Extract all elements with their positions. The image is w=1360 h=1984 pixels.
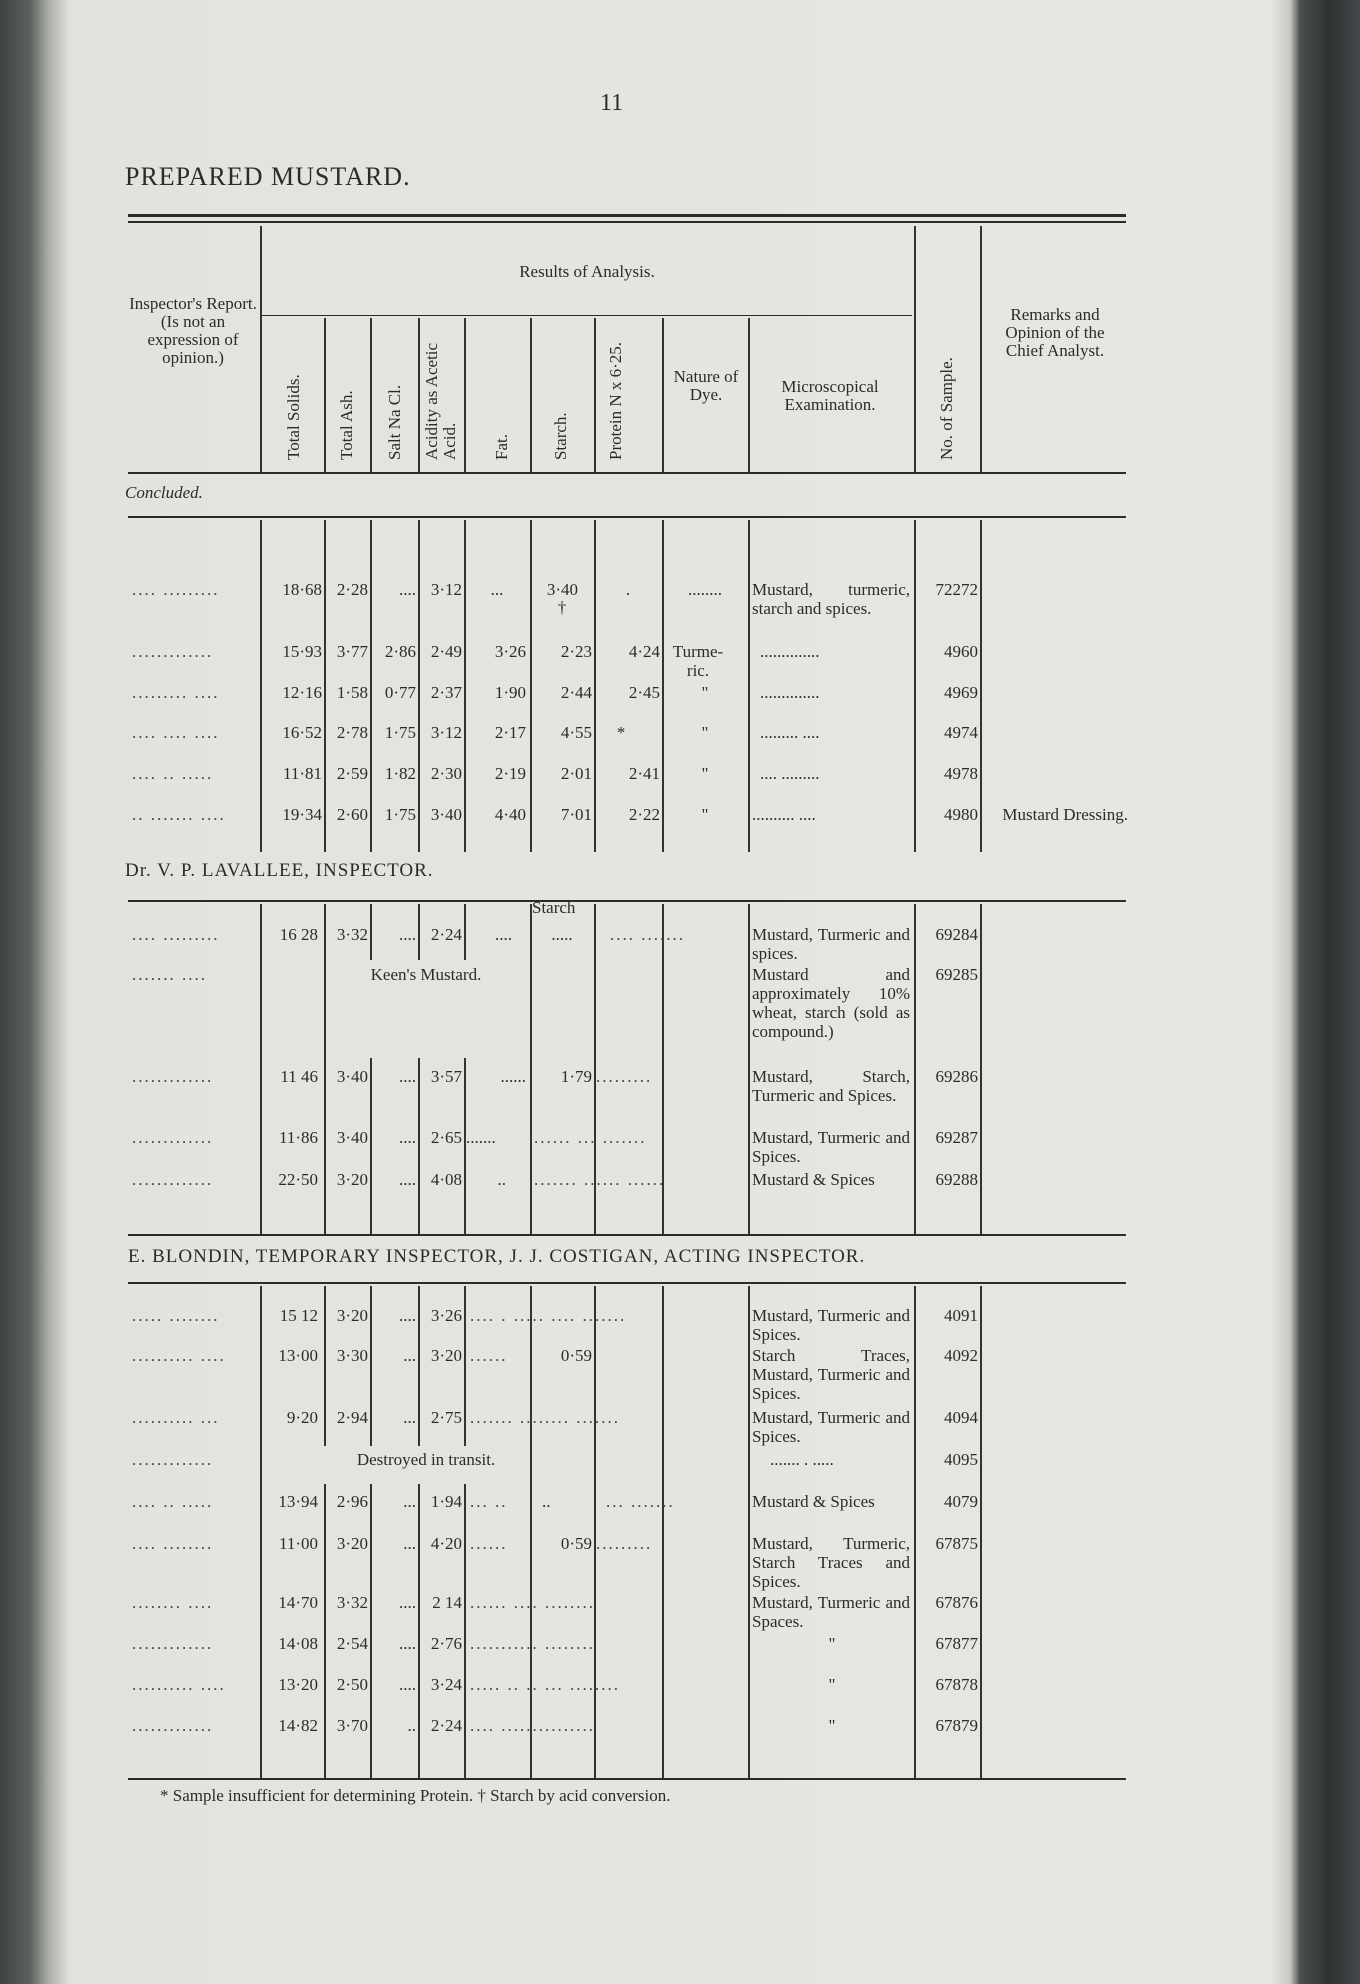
nature-of-dye: " [701, 805, 709, 824]
col-divider [464, 318, 466, 472]
protein: * [616, 723, 626, 742]
sample-number: 69288 [935, 1170, 978, 1189]
sample-number: 67875 [935, 1534, 978, 1553]
span-text: Destroyed in transit. [356, 1450, 496, 1469]
sample-number: 69284 [935, 925, 978, 944]
protein: 2·22 [628, 805, 660, 824]
protein: . [625, 580, 631, 599]
section2-title: Dr. V. P. LAVALLEE, INSPECTOR. [125, 860, 434, 881]
starch: .. [542, 1492, 551, 1511]
total-ash: 2·78 [336, 723, 368, 742]
section3-rule [128, 1282, 1126, 1284]
total-ash: 2·28 [336, 580, 368, 599]
total-ash: 2·60 [336, 805, 368, 824]
sample-number: 4092 [944, 1346, 978, 1365]
col-divider [260, 226, 262, 472]
total-ash: 3·30 [336, 1346, 368, 1365]
total-ash: 3·77 [336, 642, 368, 661]
total-solids: 11·81 [282, 764, 322, 783]
sample-number: 67877 [935, 1634, 978, 1653]
acidity: 2·49 [430, 642, 462, 661]
col-divider [370, 318, 372, 472]
header-inspector-report: Inspector's Report. (Is not an expression of opinion.) [129, 294, 257, 367]
total-solids: 9·20 [286, 1408, 318, 1427]
salt: .... [399, 1593, 416, 1612]
footnote: * Sample insufficient for determining Protein. † Starch by acid conversion. [160, 1786, 671, 1805]
header-total-solids: Total Solids. [284, 374, 303, 460]
header-results-of-analysis: Results of Analysis. [519, 262, 655, 281]
total-ash: 3·20 [336, 1534, 368, 1553]
total-solids: 13·00 [278, 1346, 318, 1365]
acidity: 2·76 [430, 1634, 462, 1653]
starch: 2·01 [560, 764, 592, 783]
total-solids: 19·34 [282, 805, 322, 824]
col-divider [594, 1286, 596, 1778]
salt: 1·82 [384, 764, 416, 783]
nature-of-dye: " [701, 764, 709, 783]
sample-number: 4091 [944, 1306, 978, 1325]
fat: ...... [500, 1067, 526, 1086]
acidity: 3·20 [430, 1346, 462, 1365]
remarks: Mustard Dressing. [1002, 805, 1128, 824]
microscopical-examination: Mustard, Turmeric and Spices. [752, 1408, 910, 1446]
section3-top-rule [128, 1234, 1126, 1236]
total-solids: 14·70 [278, 1593, 318, 1612]
top-rule-thin [128, 221, 1126, 223]
page-number: 11 [600, 90, 624, 116]
microscopical-examination: Mustard, Starch, Turmeric and Spices. [752, 1067, 910, 1105]
starch: 0·59 [560, 1346, 592, 1365]
salt: 2·86 [384, 642, 416, 661]
col-divider [464, 1286, 466, 1446]
salt: 1·75 [384, 805, 416, 824]
acidity: 2·24 [430, 1716, 462, 1735]
sample-number: 72272 [935, 580, 978, 599]
microscopical-examination: Starch Traces, Mustard, Turmeric and Spices. [752, 1346, 910, 1403]
salt: .... [399, 1306, 416, 1325]
salt: ... [403, 1534, 416, 1553]
header-total-ash: Total Ash. [337, 390, 356, 460]
salt: 0·77 [384, 683, 416, 702]
page-title: PREPARED MUSTARD. [125, 162, 411, 191]
total-ash: 3·20 [336, 1170, 368, 1189]
salt: .... [399, 1634, 416, 1653]
total-ash: 2·94 [336, 1408, 368, 1427]
sample-number: 67879 [935, 1716, 978, 1735]
microscopical-examination: .............. [760, 642, 820, 661]
col-divider [662, 1286, 664, 1778]
salt: .... [399, 1170, 416, 1189]
sample-number: 4960 [944, 642, 978, 661]
microscopical-examination: Mustard, Turmeric and Spices. [752, 1128, 910, 1166]
header-no-of-sample: No. of Sample. [937, 357, 956, 460]
salt: ... [403, 1492, 416, 1511]
nature-of-dye: ........ [688, 580, 722, 599]
sample-number: 4978 [944, 764, 978, 783]
starch-note: † [557, 598, 567, 617]
col-divider [594, 318, 596, 472]
total-solids: 11·86 [278, 1128, 318, 1147]
acidity: 3·12 [430, 580, 462, 599]
sample-number: 69285 [935, 965, 978, 984]
total-ash: 3·20 [336, 1306, 368, 1325]
fat: 3·26 [494, 642, 526, 661]
col-divider [748, 520, 750, 852]
starch: 1·79 [560, 1067, 592, 1086]
total-solids: 16 28 [279, 925, 318, 944]
total-ash: 3·32 [336, 1593, 368, 1612]
total-solids: 13·20 [278, 1675, 318, 1694]
starch: 4·55 [560, 723, 592, 742]
salt: .... [399, 1128, 416, 1147]
header-microscopical: Microscopical Examination. [781, 377, 879, 414]
header-nature-of-dye: Nature of Dye. [673, 367, 739, 404]
salt: ... [403, 1408, 416, 1427]
salt: .... [399, 580, 416, 599]
microscopical-examination: .......... .... [752, 805, 816, 824]
acidity: 1·94 [430, 1492, 462, 1511]
acidity: 3·40 [430, 805, 462, 824]
acidity: 3·12 [430, 723, 462, 742]
starch: 3·40 [546, 580, 578, 599]
total-ash: 1·58 [336, 683, 368, 702]
total-solids: 15 12 [279, 1306, 318, 1325]
total-ash: 3·32 [336, 925, 368, 944]
total-ash: 2·96 [336, 1492, 368, 1511]
header-starch: Starch. [551, 412, 570, 460]
starch: 2·44 [560, 683, 592, 702]
sample-number: 69286 [935, 1067, 978, 1086]
acidity: 2·30 [430, 764, 462, 783]
total-solids: 13·94 [278, 1492, 318, 1511]
acidity: 2·75 [430, 1408, 462, 1427]
microscopical-examination: Mustard, Turmeric and Spices. [752, 1306, 910, 1344]
header-protein: Protein N x 6·25. [606, 341, 625, 460]
salt: 1·75 [384, 723, 416, 742]
total-ash: 2·59 [336, 764, 368, 783]
col-divider [748, 318, 750, 472]
microscopical-examination: " [828, 1716, 836, 1735]
col-divider [662, 318, 664, 472]
protein: 2·45 [628, 683, 660, 702]
span-text: Keen's Mustard. [370, 965, 482, 984]
sample-number: 4079 [944, 1492, 978, 1511]
header-fat: Fat. [492, 434, 511, 460]
sample-number: 4969 [944, 683, 978, 702]
acidity: 3·24 [430, 1675, 462, 1694]
microscopical-examination: Mustard & Spices [752, 1492, 875, 1511]
total-solids: 14·82 [278, 1716, 318, 1735]
col-divider [530, 318, 532, 472]
microscopical-examination: Mustard, Turmeric, Starch Traces and Spices. [752, 1534, 910, 1591]
microscopical-examination: Mustard and approximately 10% wheat, starch (sold as compound.) [752, 965, 910, 1041]
col-divider [980, 226, 982, 472]
fat: 1·90 [494, 683, 526, 702]
microscopical-examination: Mustard, Turmeric and Spaces. [752, 1593, 910, 1631]
microscopical-examination: Mustard, turmeric, starch and spices. [752, 580, 910, 618]
section2-rule [128, 900, 1126, 902]
acidity: 3·26 [430, 1306, 462, 1325]
total-solids: 15·93 [282, 642, 322, 661]
sample-number: 4095 [944, 1450, 978, 1469]
sample-number: 4974 [944, 723, 978, 742]
microscopical-examination: " [828, 1634, 836, 1653]
fat: 2·17 [494, 723, 526, 742]
starch: 0·59 [560, 1534, 592, 1553]
fat: ... [490, 580, 504, 599]
bottom-rule [128, 1778, 1126, 1780]
section2-starch-label: Starch [532, 898, 576, 917]
acidity: 2·37 [430, 683, 462, 702]
results-rule [262, 315, 912, 316]
microscopical-examination: " [828, 1675, 836, 1694]
header-rule [128, 472, 1126, 474]
fat: .... [495, 925, 512, 944]
acidity: 2·65 [430, 1128, 462, 1147]
top-rule [128, 214, 1126, 217]
fat: ....... [466, 1128, 496, 1147]
col-divider [418, 318, 420, 472]
microscopical-examination: .... ......... [760, 764, 820, 783]
fat: .. [497, 1170, 506, 1189]
col-divider [980, 520, 982, 852]
total-solids: 12·16 [282, 683, 322, 702]
header-remarks: Remarks and Opinion of the Chief Analyst. [1005, 305, 1105, 360]
acidity: 2·24 [430, 925, 462, 944]
total-ash: 3·70 [336, 1716, 368, 1735]
acidity: 4·08 [430, 1170, 462, 1189]
nature-of-dye: " [701, 683, 709, 702]
sample-number: 67878 [935, 1675, 978, 1694]
col-divider [914, 226, 916, 472]
col-divider [980, 1286, 982, 1778]
starch: 7·01 [560, 805, 592, 824]
starch: 2·23 [560, 642, 592, 661]
section3-title: E. BLONDIN, TEMPORARY INSPECTOR, J. J. COSTIGAN, ACTING INSPECTOR. [128, 1246, 866, 1267]
sample-number: 67876 [935, 1593, 978, 1612]
col-divider [748, 904, 750, 1234]
total-ash: 2·50 [336, 1675, 368, 1694]
total-ash: 3·40 [336, 1067, 368, 1086]
microscopical-examination: ....... . ..... [770, 1450, 834, 1469]
protein: 2·41 [628, 764, 660, 783]
acidity: 2 14 [432, 1593, 462, 1612]
fat: 2·19 [494, 764, 526, 783]
col-divider [324, 318, 326, 472]
salt: ... [403, 1346, 416, 1365]
salt: .... [399, 1067, 416, 1086]
protein: 4·24 [628, 642, 660, 661]
nature-of-dye: Turme-ric. [672, 642, 724, 680]
total-solids: 18·68 [282, 580, 322, 599]
col-divider [748, 1286, 750, 1778]
sample-number: 69287 [935, 1128, 978, 1147]
document-page: 11 PREPARED MUSTARD. Inspector's Report. (Is not an expression of opinion.) Results of Analysis. Total Solids. Total Ash. Salt Na Cl. Acidity as Acetic Acid. Fat. Starch. Protein N x 6·25. Nature of Dye. Microscopical Examination. No. of Sample. Remarks and Opinion of the Chief Analyst. Concluded. .... ......... 18·68 2·28 .... 3·12 ... 3·40 † . ........ Mustard, turmeric, starch and spices. 72272 ............. 15·93 3·77 2·86 2·49 3·26 2·23 4·24 Turme-ric. .............. 4960 ......... .... 12·16 1·58 0·77 2·37 1·90 2·44 2·45 " .............. 4969 .... .... .... 16·52 2·78 1·75 3·12 2·17 4·55 * " ......... .... 4974 .... .. ..... 11·81 2·59 1·82 2·30 2·19 2·01 2·41 " .... ......... 4978 .. ....... .... 19·34 2·60 1·75 3·40 4·40 7·01 2·22 " .......... .... 4980 Mustard Dressing. Dr. V. P. LAVALLEE, INSPECTOR. Starch .... ......... 16 28 3·32 .... 2·24 .... ..... .... ....... Mustard, Turmeric and spices. 69284 ....... .... Keen's Mustard. Mustard and approximately 10% wheat, starch (sold as compound.) 69285 ............. 11 46 3·40 .... 3·57 ...... 1·79 ......... Mustard, Starch, Turmeric and Spices. 69286 ............. 11·86 3·40 .... 2·65 ....... ...... ... ....... Mustard, Turmeric and Spices. 69287 ............. 22·50 3·20 .... 4·08 .. ....... ...... ...... Mustard & Spices 69288 E. BLONDIN, TEMPORARY INSPECTOR, J. J. COSTIGAN, ACTING INSPECTOR. ..... ........ 15 12 3·20 .... 3·26 .... . ..... .... ....... Mustard, Turmeric and Spices. 4091 .......... .... 13·00 3·30 ... 3·20 ...... 0·59 Starch Traces, Mustard, Turmeric and Spices. 4092 .......... ... 9·20 2·94 ... 2·75 ....... ........ ....... Mustard, Turmeric and Spices. 4094 ............. Destroyed in transit. ....... . ..... 4095 .... .. ..... 13·94 2·96 ... 1·94 ... .. .. ... ....... Mustard & Spices 4079 .... ........ 11·00 3·20 ... 4·20 ...... 0·59 ......... Mustard, Turmeric, Starch Traces and Spices. 67875 ........ .... 14·70 3·32 .... 2 14 ...... .... ........ Mustard, Turmeric and Spaces. 67876 ............. 14·08 2·54 .... 2·76 ........... ........ " 67877 .......... .... 13·20 2·50 .... 3·24 ..... .. .. ... ........ " 67878 ............. 14·82 3·70 .. 2·24 .... ............... " 67879 * Sample insufficient for determining Protein. † Starch by acid conversion. [0, 0, 1360, 1984]
microscopical-examination: Mustard, Turmeric and spices. [752, 925, 910, 963]
section1-top-rule [128, 516, 1126, 518]
microscopical-examination: ......... .... [760, 723, 820, 742]
total-solids: 16·52 [282, 723, 322, 742]
sample-number: 4980 [944, 805, 978, 824]
total-ash: 3·40 [336, 1128, 368, 1147]
microscopical-examination: .............. [760, 683, 820, 702]
total-ash: 2·54 [336, 1634, 368, 1653]
header-acidity: Acidity as Acetic Acid. [422, 342, 459, 460]
nature-of-dye: " [701, 723, 709, 742]
total-solids: 11 46 [280, 1067, 318, 1086]
salt: .. [407, 1716, 416, 1735]
acidity: 3·57 [430, 1067, 462, 1086]
total-solids: 11·00 [278, 1534, 318, 1553]
header-salt: Salt Na Cl. [385, 384, 404, 460]
col-divider [980, 904, 982, 1234]
concluded-label: Concluded. [125, 483, 203, 502]
sample-number: 4094 [944, 1408, 978, 1427]
fat: 4·40 [494, 805, 526, 824]
total-solids: 22·50 [278, 1170, 318, 1189]
microscopical-examination: Mustard & Spices [752, 1170, 875, 1189]
acidity: 4·20 [430, 1534, 462, 1553]
salt: .... [399, 1675, 416, 1694]
starch: ..... [551, 925, 573, 944]
total-solids: 14·08 [278, 1634, 318, 1653]
col-divider [464, 1484, 466, 1778]
salt: .... [399, 925, 416, 944]
